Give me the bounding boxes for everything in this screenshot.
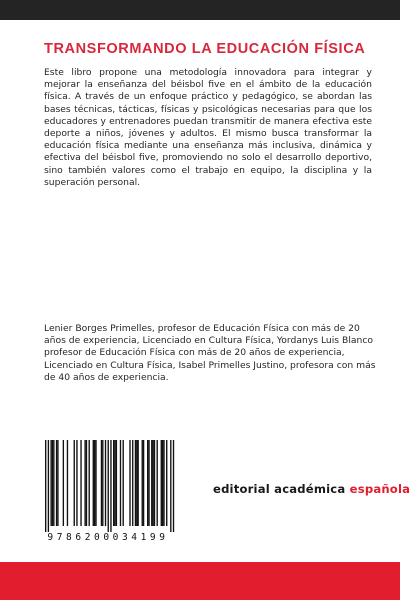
barcode-bar (116, 440, 117, 526)
barcode-bar (132, 440, 133, 526)
barcode-bar (76, 440, 77, 526)
barcode-bar (53, 440, 54, 526)
isbn-number: 9786200034199 (47, 532, 169, 543)
barcode-bar (110, 440, 111, 532)
barcode-bar (129, 440, 130, 526)
barcode-bar (162, 440, 163, 526)
barcode-bar (63, 440, 64, 526)
barcode-bar (143, 440, 144, 526)
author-bio: Lenier Borges Primelles, profesor de Educación Física con más de 20 años de experiencia, Licenciado en Cultura Física, Yordanys Luis Blanco profesor de Educación Física con más de 20 años de experiencia, Licenciado en Cultura Física, Isabel Primelles Justino, profesora con más de 40 años de experiencia. (44, 323, 376, 383)
barcode-bar (89, 440, 90, 526)
barcode-bar (142, 440, 143, 526)
top-color-band (0, 0, 400, 20)
barcode-bar (152, 440, 153, 526)
barcode-bar (74, 440, 75, 526)
publisher-name-accent: española (349, 482, 410, 496)
book-description: Este libro propone una metodología innovadora para integrar y mejorar la enseñanza del béisbol five en el ámbito de la educación física. A través de un enfoque práctico y pedagógico, se abordan las bases técnicas, tácticas, físicas y psicológicas necesarias para que los educadores y entrenadores puedan transmitir de manera efectiva este deporte a niños, jóvenes y adultos. El mismo busca transformar la educación física mediante una enseñanza más inclusiva, dinámica y efectiva del béisbol five, promoviendo no solo el desarrollo deportivo, sino también valores como el trabajo en equipo, la disciplina y la superación personal. (44, 67, 372, 188)
barcode-bar (114, 440, 115, 526)
bottom-color-band (0, 562, 400, 600)
barcode-bar (166, 440, 167, 526)
barcode-bar (135, 440, 136, 526)
publisher-logo-text (213, 482, 410, 496)
barcode-bar (163, 440, 164, 526)
barcode-bar (154, 440, 155, 526)
back-cover-title: TRANSFORMANDO LA EDUCACIÓN FÍSICA (44, 41, 366, 57)
barcode-bar (147, 440, 148, 526)
barcode-bar (57, 440, 58, 526)
barcode-bars-icon (29, 440, 187, 534)
barcode-bar (136, 440, 137, 526)
barcode-bar (95, 440, 96, 526)
barcode-bar (173, 440, 174, 532)
barcode-bar (120, 440, 121, 526)
barcode-bar (86, 440, 87, 526)
barcode-bar (123, 440, 124, 526)
barcode-bar (84, 440, 85, 526)
barcode-bar (80, 440, 81, 526)
barcode-bar (161, 440, 162, 526)
barcode-bar (52, 440, 53, 526)
barcode-bar (108, 440, 109, 532)
barcode-bar (113, 440, 114, 526)
barcode-bar (93, 440, 94, 526)
barcode-bar (67, 440, 68, 526)
barcode-bar (48, 440, 49, 532)
publisher-name: editorial académica (213, 482, 346, 496)
barcode-bar (94, 440, 95, 526)
barcode-bar (101, 440, 102, 526)
barcode-bar (148, 440, 149, 526)
barcode-bar (170, 440, 171, 532)
barcode-bar (151, 440, 152, 526)
barcode-bar (137, 440, 138, 526)
barcode-bar (50, 440, 51, 526)
barcode-bar (157, 440, 158, 526)
barcode-bar (56, 440, 57, 526)
barcode-bar (45, 440, 46, 532)
barcode-bar (102, 440, 103, 526)
barcode-bar (105, 440, 106, 526)
